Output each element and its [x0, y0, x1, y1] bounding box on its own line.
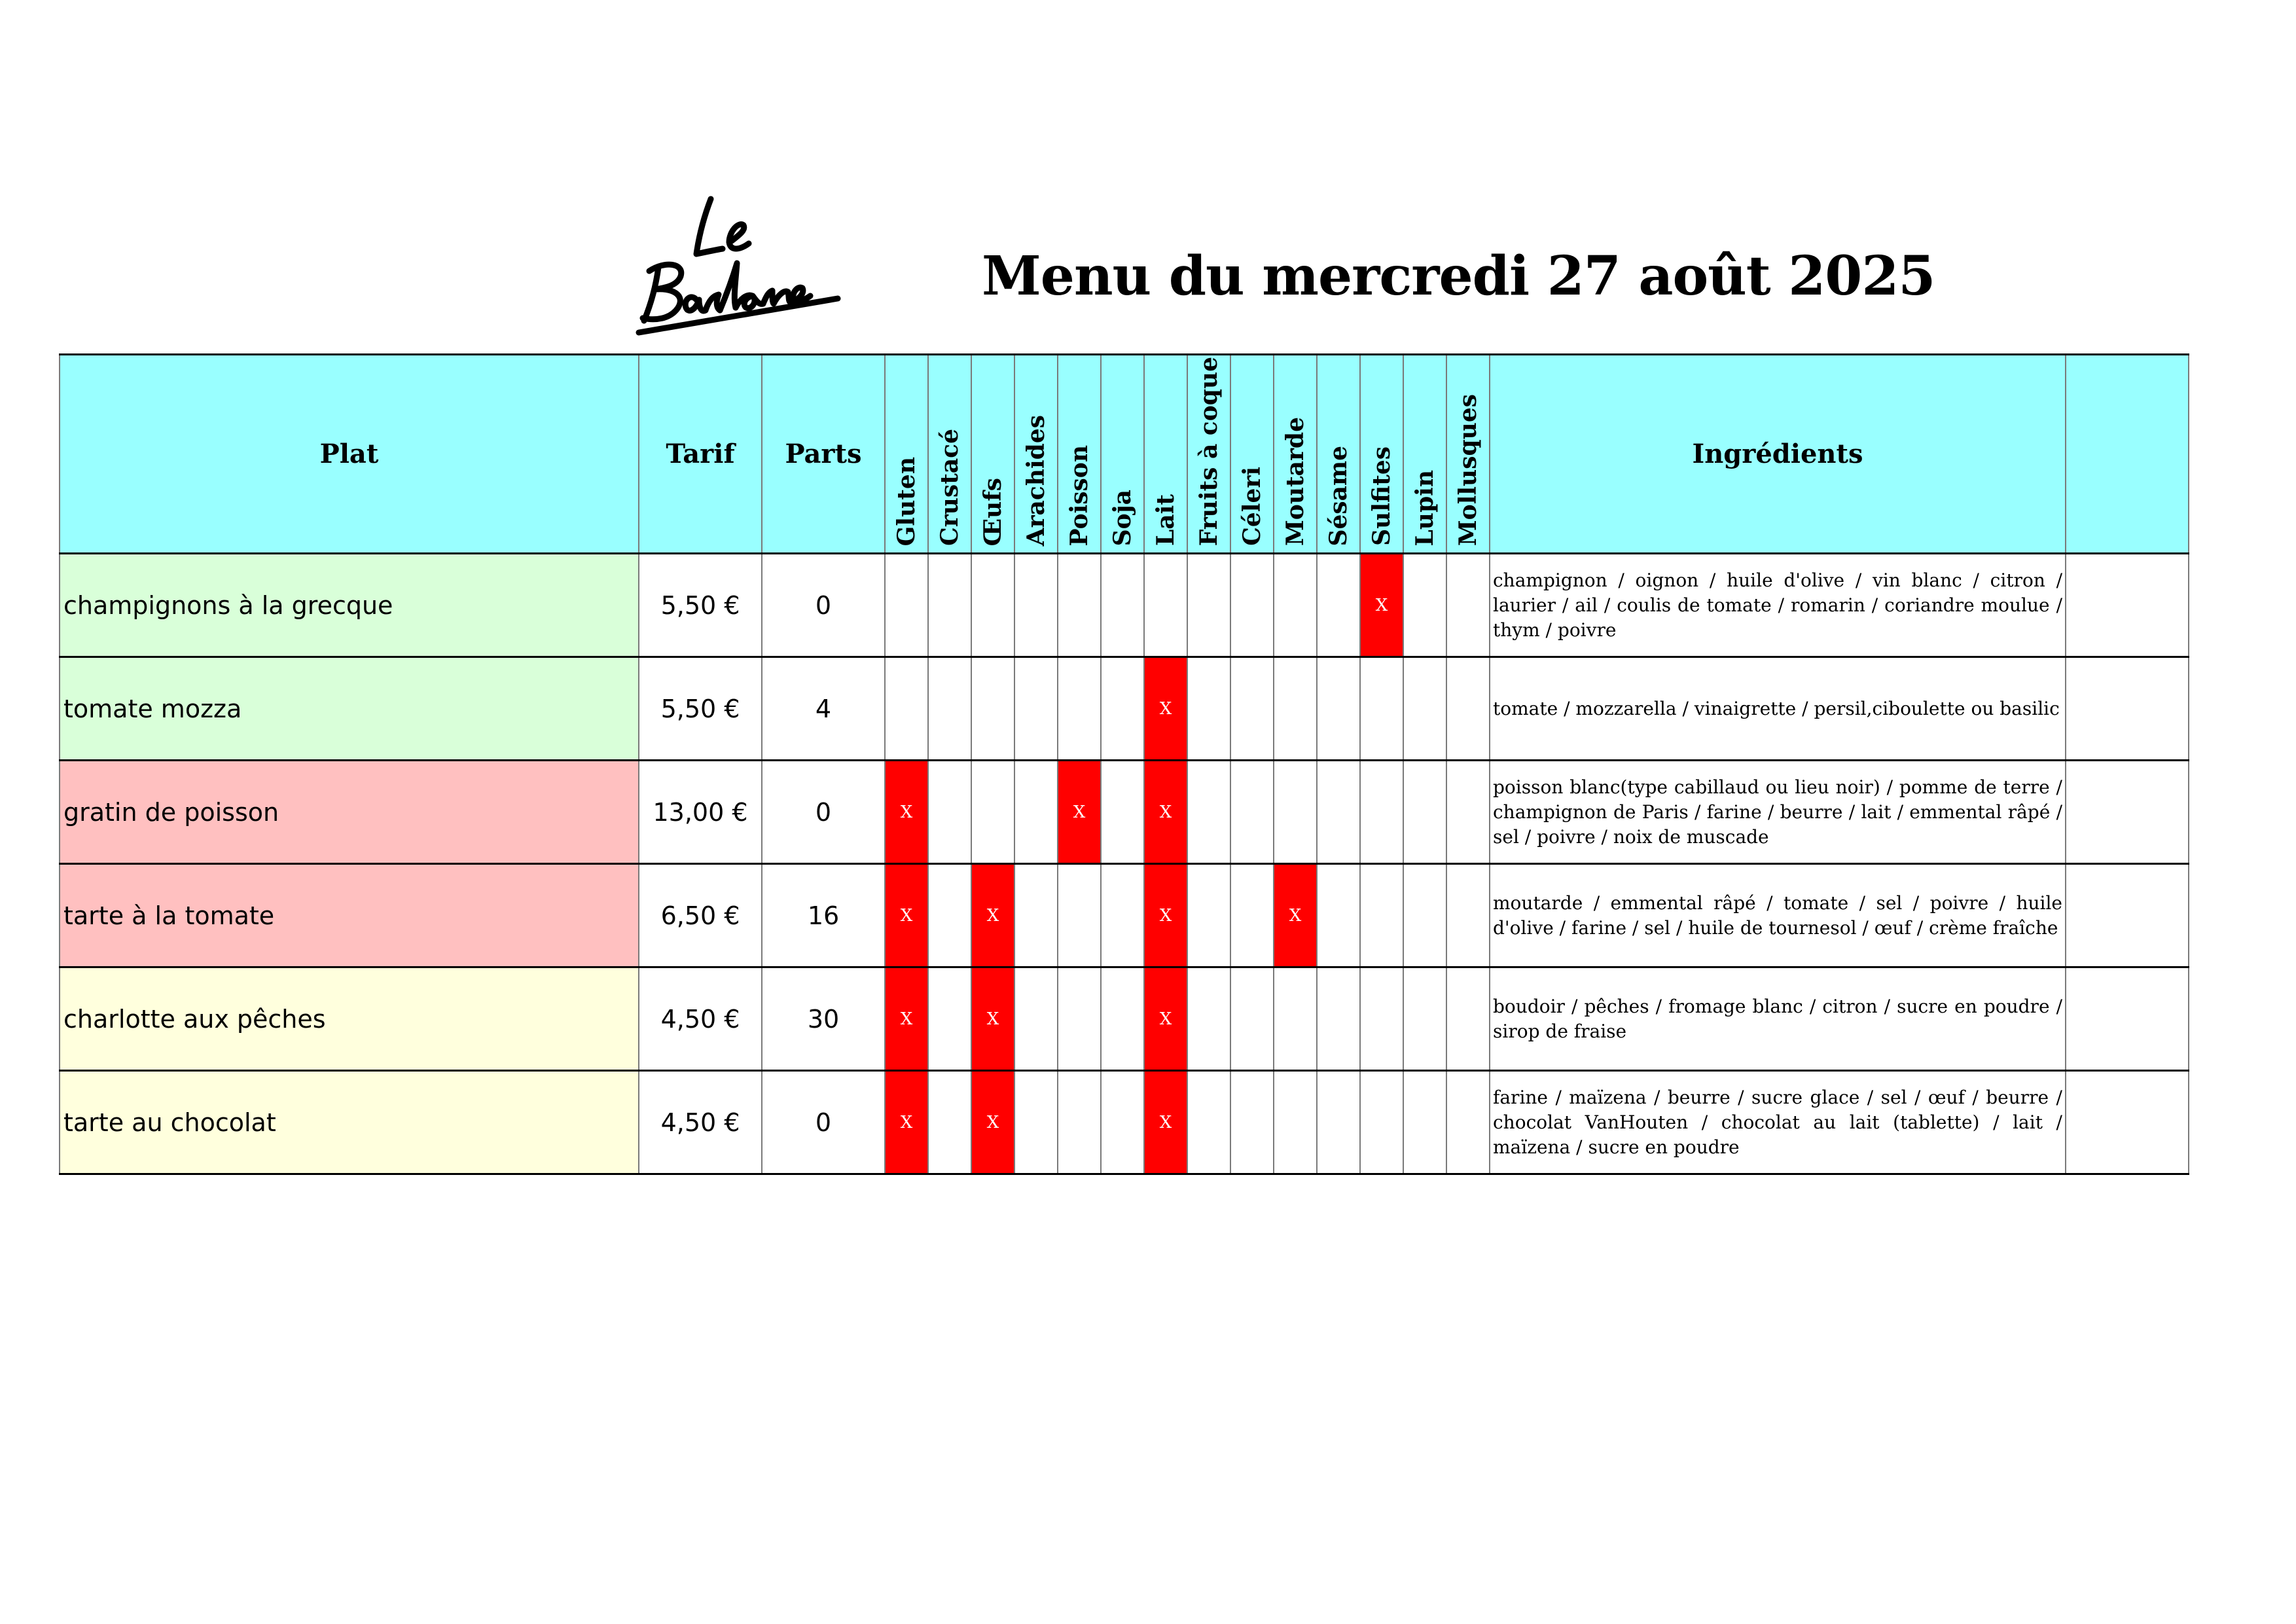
dish-name: charlotte aux pêches [60, 967, 639, 1071]
column-header-allergen [1446, 355, 1490, 554]
allergen-cell [1230, 864, 1274, 967]
dish-portions: 0 [762, 554, 885, 657]
allergen-cell [1446, 657, 1490, 761]
allergen-cell [1058, 864, 1101, 967]
allergen-cell [1317, 967, 1360, 1071]
allergen-label: Sésame [1325, 445, 1352, 547]
allergen-cell [928, 554, 971, 657]
allergen-label: Moutarde [1282, 417, 1309, 547]
dish-ingredients: poisson blanc(type cabillaud ou lieu noir) / pomme de terre / champignon de Paris / farine / beurre / lait / emmental râpé / sel / poivre / noix de muscade [1490, 761, 2066, 864]
allergen-cell [971, 967, 1014, 1071]
allergen-cell [1403, 554, 1446, 657]
extra-cell [2066, 761, 2189, 864]
column-header-allergen [1274, 355, 1317, 554]
allergen-cell [1101, 1071, 1144, 1174]
allergen-cell [1274, 864, 1317, 967]
dish-ingredients: boudoir / pêches / fromage blanc / citron / sucre en poudre / sirop de fraise [1490, 967, 2066, 1071]
allergen-cell [1230, 761, 1274, 864]
column-header-allergen [1144, 355, 1187, 554]
allergen-cell [1317, 761, 1360, 864]
allergen-cell [1187, 761, 1230, 864]
column-header-allergen [928, 355, 971, 554]
allergen-cell [1058, 554, 1101, 657]
dish-ingredients: champignon / oignon / huile d'olive / vin blanc / citron / laurier / ail / coulis de tomate / romarin / coriandre moulue / thym / poivre [1490, 554, 2066, 657]
allergen-cell [885, 864, 928, 967]
extra-cell [2066, 554, 2189, 657]
column-header-plat: Plat [60, 355, 639, 554]
allergen-cell [928, 761, 971, 864]
allergen-cell [1101, 761, 1144, 864]
allergen-mark: X [900, 1009, 913, 1029]
allergen-mark: X [1159, 802, 1172, 822]
allergen-cell [1144, 657, 1187, 761]
allergen-cell [1058, 657, 1101, 761]
allergen-mark: X [1159, 905, 1172, 926]
allergen-label: Mollusques [1454, 394, 1482, 547]
allergen-cell [1187, 554, 1230, 657]
allergen-label: Lupin [1411, 469, 1439, 547]
page-title: Menu du mercredi 27 août 2025 [982, 245, 1935, 308]
allergen-mark: X [900, 802, 913, 822]
dish-portions: 0 [762, 1071, 885, 1174]
column-header-allergen [1014, 355, 1058, 554]
allergen-label: Soja [1109, 489, 1136, 547]
allergen-cell [1317, 657, 1360, 761]
allergen-cell [1014, 1071, 1058, 1174]
dish-price: 5,50 € [639, 554, 762, 657]
table-row [60, 554, 2189, 657]
allergen-cell [1360, 1071, 1403, 1174]
allergen-cell [971, 1071, 1014, 1174]
allergen-cell [1446, 967, 1490, 1071]
allergen-cell [1274, 554, 1317, 657]
column-header-allergen [1317, 355, 1360, 554]
allergen-label: Céleri [1238, 467, 1266, 547]
allergen-cell [1187, 967, 1230, 1071]
dish-price: 4,50 € [639, 967, 762, 1071]
allergen-cell [1317, 554, 1360, 657]
allergen-cell [1446, 761, 1490, 864]
table-header-row [60, 355, 2189, 554]
allergen-cell [1058, 761, 1101, 864]
dish-ingredients: tomate / mozzarella / vinaigrette / persil,ciboulette ou basilic [1490, 657, 2066, 761]
column-header-allergen [1360, 355, 1403, 554]
allergen-label: Arachides [1022, 414, 1050, 547]
allergen-label: Fruits à coque [1195, 357, 1223, 547]
allergen-mark: X [900, 1112, 913, 1132]
allergen-mark: X [1159, 698, 1172, 719]
allergen-cell [1403, 967, 1446, 1071]
table-row [60, 967, 2189, 1071]
allergen-cell [885, 967, 928, 1071]
allergen-cell [1101, 967, 1144, 1071]
column-header-allergen [885, 355, 928, 554]
allergen-cell [928, 864, 971, 967]
column-header-allergen [1230, 355, 1274, 554]
allergen-cell [1101, 657, 1144, 761]
dish-price: 5,50 € [639, 657, 762, 761]
allergen-cell [1360, 554, 1403, 657]
allergen-cell [1403, 761, 1446, 864]
allergen-cell [885, 554, 928, 657]
allergen-cell [1274, 967, 1317, 1071]
allergen-cell [1144, 967, 1187, 1071]
allergen-mark: X [1073, 802, 1086, 822]
column-header-allergen [1187, 355, 1230, 554]
dish-name: champignons à la grecque [60, 554, 639, 657]
menu-table [59, 353, 2189, 1175]
column-header-parts: Parts [762, 355, 885, 554]
table-row [60, 657, 2189, 761]
allergen-mark: X [1375, 595, 1388, 615]
dish-portions: 16 [762, 864, 885, 967]
column-header-ingredients: Ingrédients [1490, 355, 2066, 554]
dish-name: tarte au chocolat [60, 1071, 639, 1174]
allergen-cell [1274, 761, 1317, 864]
allergen-cell [1014, 967, 1058, 1071]
allergen-cell [1274, 657, 1317, 761]
allergen-cell [1187, 657, 1230, 761]
allergen-cell [1058, 967, 1101, 1071]
dish-portions: 30 [762, 967, 885, 1071]
allergen-cell [971, 554, 1014, 657]
allergen-cell [1446, 554, 1490, 657]
allergen-cell [1187, 1071, 1230, 1174]
allergen-label: Poisson [1066, 444, 1093, 547]
dish-price: 6,50 € [639, 864, 762, 967]
table-row [60, 864, 2189, 967]
dish-name: gratin de poisson [60, 761, 639, 864]
allergen-cell [885, 761, 928, 864]
allergen-cell [1144, 864, 1187, 967]
allergen-cell [928, 657, 971, 761]
table-row [60, 1071, 2189, 1174]
allergen-cell [1144, 554, 1187, 657]
column-header-allergen [1101, 355, 1144, 554]
allergen-label: Lait [1152, 494, 1179, 547]
allergen-cell [971, 761, 1014, 864]
extra-cell [2066, 864, 2189, 967]
column-header-extra [2066, 355, 2189, 554]
allergen-cell [1014, 657, 1058, 761]
allergen-label: Crustacé [936, 429, 963, 547]
dish-price: 4,50 € [639, 1071, 762, 1174]
allergen-cell [1360, 864, 1403, 967]
allergen-cell [1230, 657, 1274, 761]
table-body [60, 554, 2189, 1174]
allergen-cell [1230, 554, 1274, 657]
allergen-label: Sulfites [1368, 446, 1395, 547]
allergen-cell [885, 657, 928, 761]
allergen-cell [1144, 761, 1187, 864]
dish-name: tarte à la tomate [60, 864, 639, 967]
allergen-cell [1360, 967, 1403, 1071]
allergen-cell [928, 967, 971, 1071]
allergen-cell [1360, 761, 1403, 864]
allergen-cell [1101, 554, 1144, 657]
allergen-mark: X [986, 1009, 999, 1029]
restaurant-logo [634, 190, 850, 337]
allergen-cell [1058, 1071, 1101, 1174]
dish-price: 13,00 € [639, 761, 762, 864]
allergen-cell [1446, 864, 1490, 967]
allergen-cell [928, 1071, 971, 1174]
allergen-cell [1403, 657, 1446, 761]
allergen-cell [971, 864, 1014, 967]
le-barlone-logo-icon [634, 190, 850, 337]
column-header-allergen [1058, 355, 1101, 554]
allergen-cell [1014, 761, 1058, 864]
allergen-cell [1014, 864, 1058, 967]
dish-ingredients: moutarde / emmental râpé / tomate / sel / poivre / huile d'olive / farine / sel / huile de tournesol / œuf / crème fraîche [1490, 864, 2066, 967]
allergen-cell [1403, 1071, 1446, 1174]
allergen-cell [885, 1071, 928, 1174]
table-row [60, 761, 2189, 864]
allergen-cell [1014, 554, 1058, 657]
allergen-mark: X [986, 1112, 999, 1132]
allergen-label: Gluten [893, 456, 920, 547]
allergen-cell [1317, 864, 1360, 967]
dish-ingredients: farine / maïzena / beurre / sucre glace / sel / œuf / beurre / chocolat VanHouten / chocolat au lait (tablette) / lait / maïzena / sucre en poudre [1490, 1071, 2066, 1174]
extra-cell [2066, 1071, 2189, 1174]
allergen-cell [1230, 967, 1274, 1071]
allergen-mark: X [986, 905, 999, 926]
allergen-mark: X [1159, 1112, 1172, 1132]
allergen-cell [1317, 1071, 1360, 1174]
allergen-cell [971, 657, 1014, 761]
column-header-tarif: Tarif [639, 355, 762, 554]
dish-portions: 4 [762, 657, 885, 761]
allergen-cell [1446, 1071, 1490, 1174]
allergen-label: Œufs [979, 477, 1007, 547]
allergen-mark: X [1289, 905, 1302, 926]
allergen-cell [1144, 1071, 1187, 1174]
allergen-cell [1101, 864, 1144, 967]
dish-portions: 0 [762, 761, 885, 864]
allergen-cell [1187, 864, 1230, 967]
allergen-mark: X [1159, 1009, 1172, 1029]
extra-cell [2066, 967, 2189, 1071]
allergen-cell [1403, 864, 1446, 967]
dish-name: tomate mozza [60, 657, 639, 761]
allergen-cell [1360, 657, 1403, 761]
extra-cell [2066, 657, 2189, 761]
allergen-cell [1230, 1071, 1274, 1174]
column-header-allergen [1403, 355, 1446, 554]
allergen-mark: X [900, 905, 913, 926]
column-header-allergen [971, 355, 1014, 554]
allergen-cell [1274, 1071, 1317, 1174]
